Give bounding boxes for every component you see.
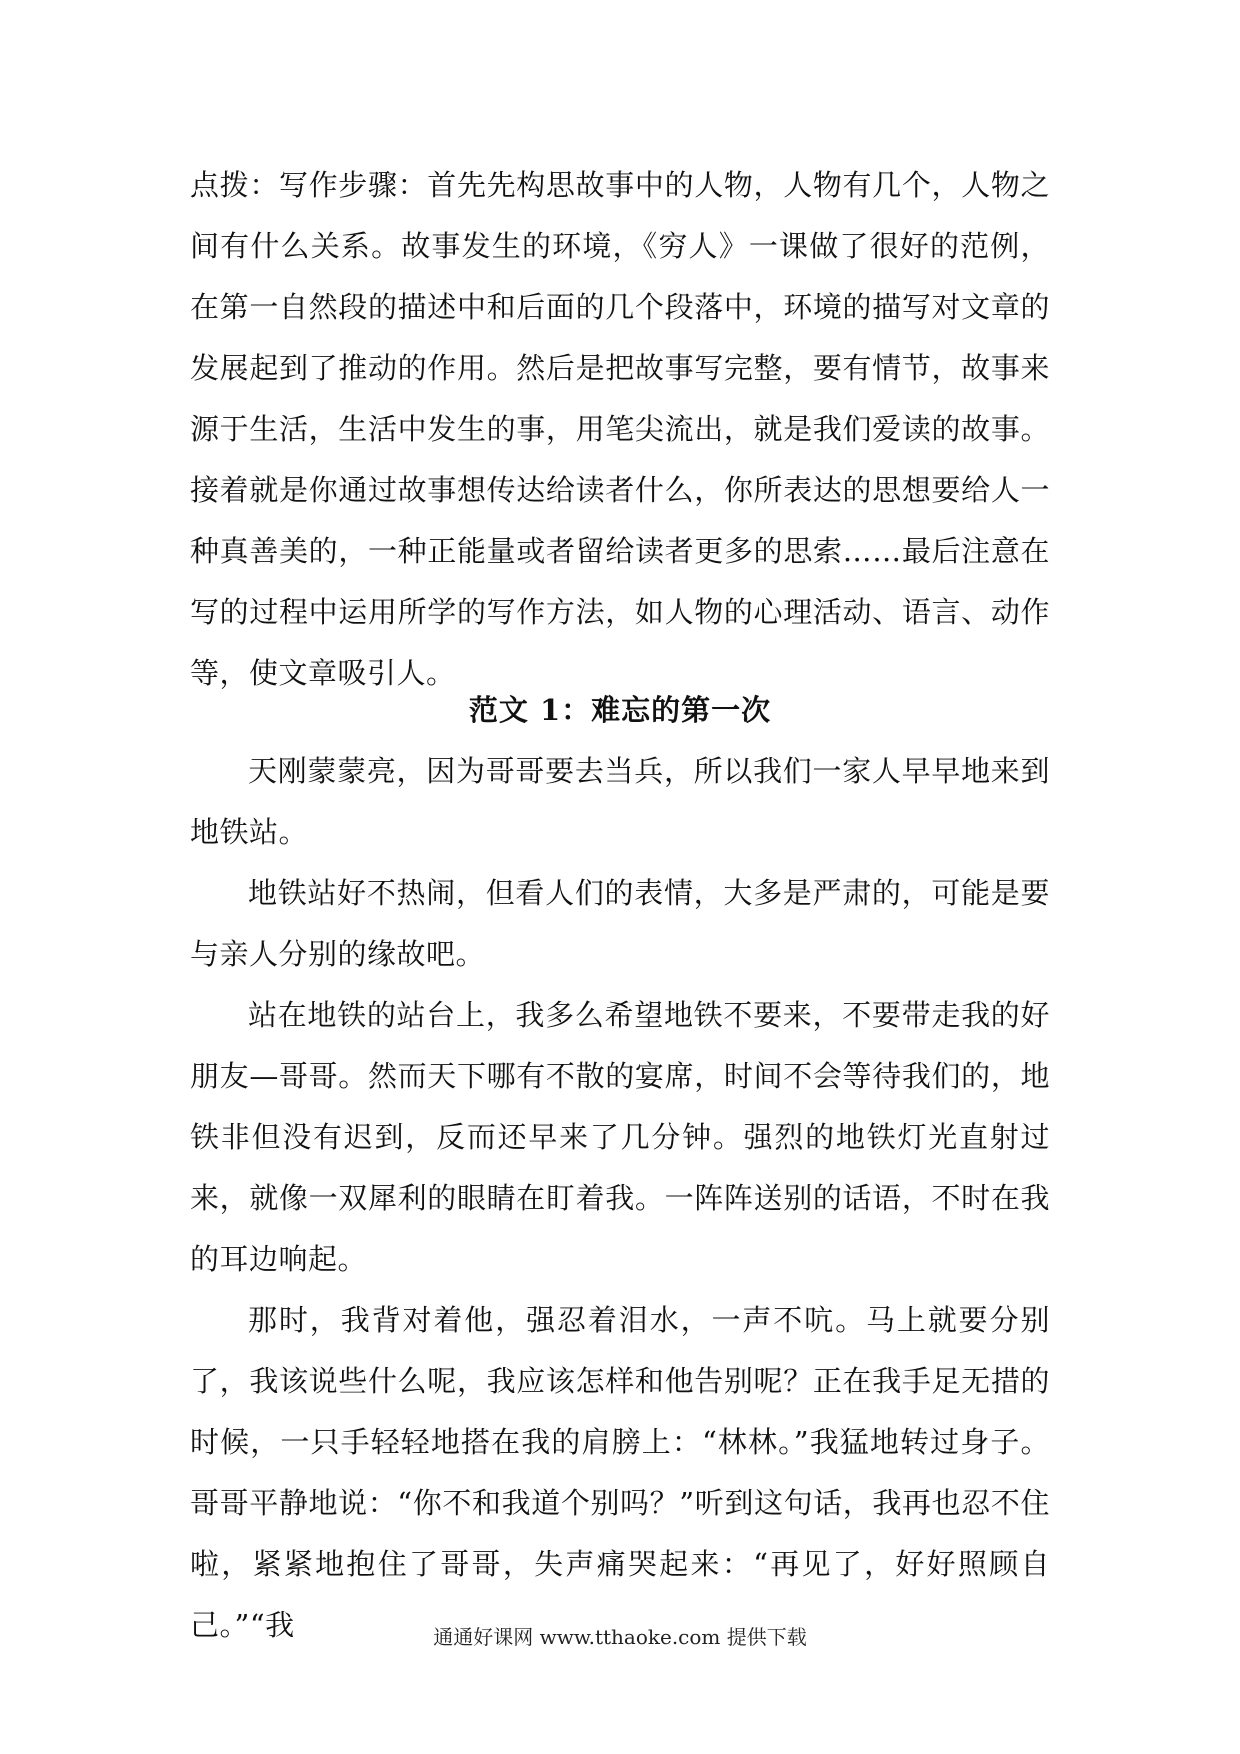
writing-tips-section: [190, 155, 1050, 704]
essay-paragraph: 地铁站好不热闹，但看人们的表情，大多是严肃的，可能是要与亲人分别的缘故吧。: [190, 876, 1050, 971]
essay-paragraph: 天刚蒙蒙亮，因为哥哥要去当兵，所以我们一家人早早地来到地铁站。: [190, 754, 1050, 849]
writing-tips-paragraph: 点拨：写作步骤：首先先构思故事中的人物，人物有几个，人物之间有什么关系。故事发生的环境，《穷人》一课做了很好的范例，在第一自然段的描述中和后面的几个段落中，环境的描写对文章的发展起到了推动的作用。然后是把故事写完整，要有情节，故事来源于生活，生活中发生的事，用笔尖流出，就是我们爱读的故事。接着就是你通过故事想传达给读者什么，你所表达的思想要给人一种真善美的，一种正能量或者留给读者更多的思索……最后注意在写的过程中运用所学的写作方法，如人物的心理活动、语言、动作等，使文章吸引人。: [190, 168, 1050, 690]
essay-title: 范文 1：难忘的第一次: [468, 693, 772, 727]
page-footer: 通通好课网 www.tthaoke.com 提供下载: [433, 1625, 807, 1649]
essay-paragraph: 站在地铁的站台上，我多么希望地铁不要来，不要带走我的好朋友—哥哥。然而天下哪有不散的宴席，时间不会等待我们的，地铁非但没有迟到，反而还早来了几分钟。强烈的地铁灯光直射过来，就像一双犀利的眼睛在盯着我。一阵阵送别的话语，不时在我的耳边响起。: [190, 998, 1050, 1276]
essay-body: [190, 741, 1050, 1656]
essay-paragraph: 那时，我背对着他，强忍着泪水，一声不吭。马上就要分别了，我该说些什么呢，我应该怎样和他告别呢？正在我手足无措的时候，一只手轻轻地搭在我的肩膀上：“林林。”我猛地转过身子。哥哥平静地说：“你不和我道个别吗？”听到这句话，我再也忍不住啦，紧紧地抱住了哥哥，失声痛哭起来：“再见了，好好照顾自己。”“我: [190, 1303, 1050, 1642]
